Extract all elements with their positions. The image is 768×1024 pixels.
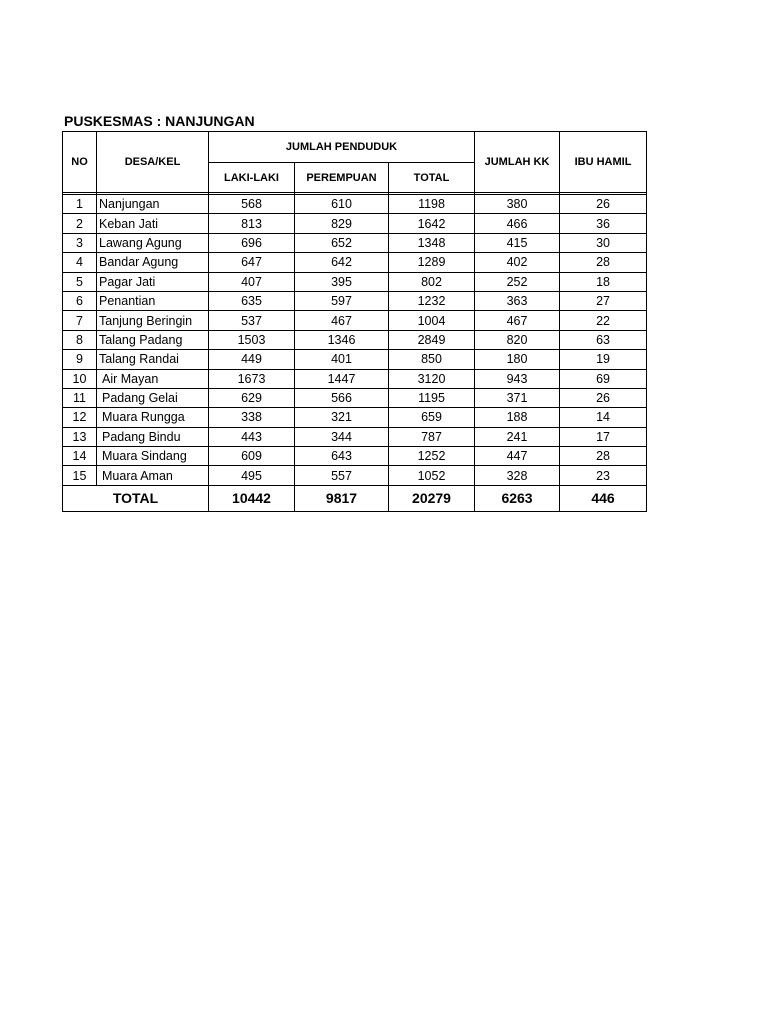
- cell-ibu: 26: [560, 195, 647, 214]
- cell-total: 2849: [389, 330, 475, 349]
- cell-ibu: 19: [560, 350, 647, 369]
- cell-kk: 363: [475, 291, 560, 310]
- cell-kk: 447: [475, 447, 560, 466]
- cell-kk: 252: [475, 272, 560, 291]
- cell-desa: Padang Bindu: [97, 427, 209, 446]
- cell-kk: 466: [475, 214, 560, 233]
- cell-total: 1004: [389, 311, 475, 330]
- cell-laki: 537: [209, 311, 295, 330]
- cell-no: 1: [63, 195, 97, 214]
- table-row: [63, 253, 647, 272]
- cell-laki: 647: [209, 253, 295, 272]
- total-kk: 6263: [475, 485, 560, 511]
- table-row: [63, 427, 647, 446]
- cell-laki: 1503: [209, 330, 295, 349]
- cell-no: 13: [63, 427, 97, 446]
- header-ibu-hamil: IBU HAMIL: [560, 132, 647, 193]
- cell-desa: Padang Gelai: [97, 388, 209, 407]
- cell-kk: 371: [475, 388, 560, 407]
- cell-ibu: 28: [560, 253, 647, 272]
- cell-kk: 415: [475, 233, 560, 252]
- cell-no: 15: [63, 466, 97, 485]
- cell-total: 3120: [389, 369, 475, 388]
- cell-perempuan: 467: [295, 311, 389, 330]
- cell-laki: 635: [209, 291, 295, 310]
- cell-ibu: 69: [560, 369, 647, 388]
- cell-kk: 467: [475, 311, 560, 330]
- cell-ibu: 17: [560, 427, 647, 446]
- cell-perempuan: 597: [295, 291, 389, 310]
- cell-laki: 495: [209, 466, 295, 485]
- cell-desa: Keban Jati: [97, 214, 209, 233]
- header-jumlah-kk: JUMLAH KK: [475, 132, 560, 193]
- cell-laki: 696: [209, 233, 295, 252]
- cell-no: 10: [63, 369, 97, 388]
- cell-kk: 241: [475, 427, 560, 446]
- cell-ibu: 22: [560, 311, 647, 330]
- total-perempuan: 9817: [295, 485, 389, 511]
- total-laki: 10442: [209, 485, 295, 511]
- cell-total: 659: [389, 408, 475, 427]
- cell-laki: 443: [209, 427, 295, 446]
- cell-desa: Talang Padang: [97, 330, 209, 349]
- table-row: [63, 350, 647, 369]
- cell-total: 802: [389, 272, 475, 291]
- cell-desa: Pagar Jati: [97, 272, 209, 291]
- cell-ibu: 36: [560, 214, 647, 233]
- header-desa: DESA/KEL: [97, 132, 209, 193]
- cell-desa: Lawang Agung: [97, 233, 209, 252]
- cell-no: 7: [63, 311, 97, 330]
- page-title: PUSKESMAS : NANJUNGAN: [64, 113, 255, 129]
- cell-no: 2: [63, 214, 97, 233]
- cell-laki: 609: [209, 447, 295, 466]
- cell-perempuan: 610: [295, 195, 389, 214]
- cell-desa: Muara Sindang: [97, 447, 209, 466]
- cell-ibu: 28: [560, 447, 647, 466]
- cell-perempuan: 643: [295, 447, 389, 466]
- cell-perempuan: 395: [295, 272, 389, 291]
- cell-ibu: 14: [560, 408, 647, 427]
- cell-total: 1198: [389, 195, 475, 214]
- cell-kk: 402: [475, 253, 560, 272]
- cell-ibu: 63: [560, 330, 647, 349]
- cell-kk: 328: [475, 466, 560, 485]
- cell-laki: 338: [209, 408, 295, 427]
- cell-perempuan: 344: [295, 427, 389, 446]
- cell-perempuan: 652: [295, 233, 389, 252]
- cell-perempuan: 566: [295, 388, 389, 407]
- header-laki: LAKI-LAKI: [209, 163, 295, 193]
- cell-total: 1195: [389, 388, 475, 407]
- cell-total: 1348: [389, 233, 475, 252]
- cell-total: 1642: [389, 214, 475, 233]
- cell-ibu: 27: [560, 291, 647, 310]
- cell-no: 9: [63, 350, 97, 369]
- cell-desa: Nanjungan: [97, 195, 209, 214]
- cell-desa: Bandar Agung: [97, 253, 209, 272]
- cell-no: 4: [63, 253, 97, 272]
- cell-desa: Tanjung Beringin: [97, 311, 209, 330]
- total-label: TOTAL: [63, 485, 209, 511]
- cell-ibu: 18: [560, 272, 647, 291]
- cell-desa: Air Mayan: [97, 369, 209, 388]
- table-row: [63, 214, 647, 233]
- cell-perempuan: 557: [295, 466, 389, 485]
- cell-no: 5: [63, 272, 97, 291]
- table-row: [63, 408, 647, 427]
- cell-kk: 943: [475, 369, 560, 388]
- cell-kk: 380: [475, 195, 560, 214]
- cell-total: 850: [389, 350, 475, 369]
- cell-perempuan: 401: [295, 350, 389, 369]
- cell-ibu: 30: [560, 233, 647, 252]
- header-perempuan: PEREMPUAN: [295, 163, 389, 193]
- table-row: [63, 330, 647, 349]
- cell-desa: Muara Aman: [97, 466, 209, 485]
- table-row: [63, 195, 647, 214]
- total-ibu: 446: [560, 485, 647, 511]
- cell-no: 3: [63, 233, 97, 252]
- cell-laki: 407: [209, 272, 295, 291]
- cell-perempuan: 1447: [295, 369, 389, 388]
- cell-desa: Penantian: [97, 291, 209, 310]
- cell-no: 11: [63, 388, 97, 407]
- cell-desa: Talang Randai: [97, 350, 209, 369]
- total-row: [63, 485, 647, 511]
- cell-total: 787: [389, 427, 475, 446]
- cell-no: 6: [63, 291, 97, 310]
- header-total: TOTAL: [389, 163, 475, 193]
- cell-laki: 1673: [209, 369, 295, 388]
- table-row: [63, 272, 647, 291]
- cell-no: 12: [63, 408, 97, 427]
- header-row-1: [63, 132, 647, 163]
- header-jumlah-penduduk: JUMLAH PENDUDUK: [209, 132, 475, 163]
- cell-total: 1289: [389, 253, 475, 272]
- population-table: [62, 131, 647, 512]
- cell-no: 8: [63, 330, 97, 349]
- cell-total: 1052: [389, 466, 475, 485]
- table-row: [63, 291, 647, 310]
- cell-kk: 188: [475, 408, 560, 427]
- cell-ibu: 26: [560, 388, 647, 407]
- cell-kk: 820: [475, 330, 560, 349]
- table-row: [63, 466, 647, 485]
- cell-total: 1252: [389, 447, 475, 466]
- cell-laki: 813: [209, 214, 295, 233]
- cell-desa: Muara Rungga: [97, 408, 209, 427]
- cell-laki: 568: [209, 195, 295, 214]
- cell-total: 1232: [389, 291, 475, 310]
- cell-perempuan: 642: [295, 253, 389, 272]
- cell-laki: 449: [209, 350, 295, 369]
- cell-perempuan: 829: [295, 214, 389, 233]
- table-row: [63, 388, 647, 407]
- table-row: [63, 447, 647, 466]
- cell-perempuan: 1346: [295, 330, 389, 349]
- total-total: 20279: [389, 485, 475, 511]
- cell-perempuan: 321: [295, 408, 389, 427]
- table-row: [63, 311, 647, 330]
- cell-ibu: 23: [560, 466, 647, 485]
- cell-laki: 629: [209, 388, 295, 407]
- table-row: [63, 233, 647, 252]
- cell-no: 14: [63, 447, 97, 466]
- table-row: [63, 369, 647, 388]
- header-no: NO: [63, 132, 97, 193]
- cell-kk: 180: [475, 350, 560, 369]
